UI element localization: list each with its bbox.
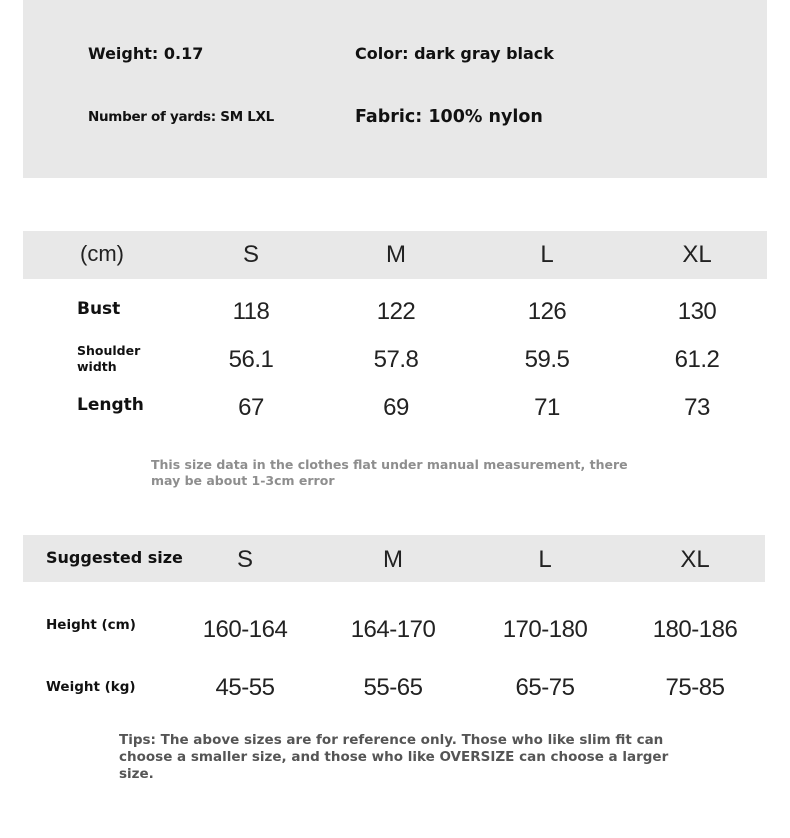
size-tips: Tips: The above sizes are for reference only. Those who like slim fit can choose a smaller size, and those who like OVERSIZE can choose a larger size. (119, 732, 669, 782)
table-cell: 126 (527, 298, 567, 325)
table-cell: 71 (534, 394, 560, 421)
size-header-l: L (540, 241, 554, 268)
table-cell: 69 (383, 394, 409, 421)
suggest-header-m: M (383, 546, 403, 573)
spec-fabric: Fabric: 100% nylon (355, 107, 543, 127)
table-cell: 61.2 (674, 346, 720, 373)
table-cell: 130 (677, 298, 717, 325)
row-label-weight: Weight (kg) (46, 679, 136, 695)
suggest-header-l: L (538, 546, 552, 573)
table-cell: 75-85 (665, 674, 725, 701)
table-cell: 122 (376, 298, 416, 325)
spec-color: Color: dark gray black (355, 44, 554, 63)
spec-yards: Number of yards: SM LXL (88, 109, 274, 125)
table-cell: 118 (232, 298, 270, 325)
table-cell: 67 (238, 394, 264, 421)
table-cell: 160-164 (202, 616, 288, 643)
table-cell: 45-55 (215, 674, 275, 701)
product-specs-panel (23, 0, 767, 178)
row-label-height: Height (cm) (46, 617, 136, 633)
row-label-line: width (77, 359, 117, 374)
table-cell: 164-170 (350, 616, 436, 643)
suggest-header-s: S (236, 546, 254, 573)
suggested-size-title: Suggested size (46, 548, 183, 567)
table-cell: 55-65 (363, 674, 423, 701)
size-header-m: M (386, 241, 406, 268)
row-label-shoulder-width (77, 343, 140, 375)
table-cell: 56.1 (228, 346, 274, 373)
table-cell: 65-75 (515, 674, 575, 701)
table-cell: 59.5 (524, 346, 570, 373)
table-cell: 73 (684, 394, 710, 421)
table-cell: 170-180 (502, 616, 588, 643)
size-header-s: S (242, 241, 260, 268)
size-header-xl: XL (682, 241, 712, 268)
table-cell: 57.8 (373, 346, 419, 373)
table-cell: 180-186 (652, 616, 738, 643)
size-table-unit: (cm) (80, 241, 124, 266)
row-label-line: Shoulder (77, 343, 141, 358)
measurement-note: This size data in the clothes flat under manual measurement, there may be about 1-3cm error (151, 457, 628, 488)
spec-weight: Weight: 0.17 (88, 44, 204, 63)
row-label-length: Length (77, 395, 144, 415)
suggest-header-xl: XL (680, 546, 710, 573)
row-label-bust: Bust (77, 299, 121, 319)
